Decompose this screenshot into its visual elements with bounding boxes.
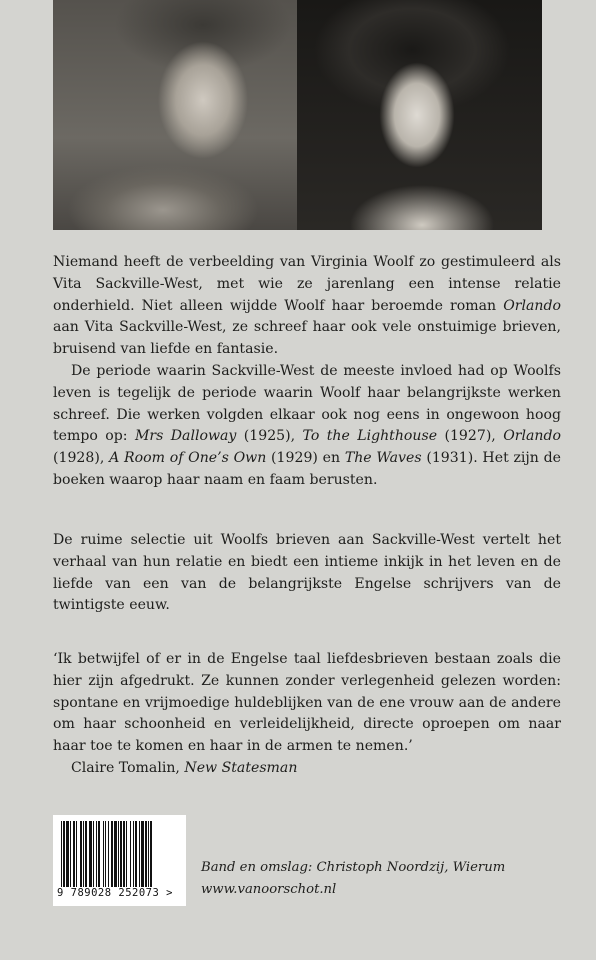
paragraph-2: De periode waarin Sackville-West de meeste invloed had op Woolfs leven is tegelijk de periode waarin Woolf haar belangrijkste werken schreef. Die werken volgden elkaar ook nog eens in ongewoon hoog tempo op: Mrs Dalloway (1925), To the Lighthouse (1927), Orlando (1928), A Room of One’s Own (1929) en The Waves (1931). Het zijn de boeken waarop haar naam en faam berusten. [53, 362, 561, 488]
barcode-bar [63, 821, 65, 887]
barcode-bar [98, 821, 100, 887]
publisher-credits [201, 857, 505, 901]
blurb-section-2 [53, 530, 561, 617]
barcode-bars [61, 821, 178, 887]
barcode-bar [61, 821, 62, 887]
barcode-bar [120, 821, 122, 887]
barcode-bar [135, 821, 137, 887]
barcode-bar [148, 821, 149, 887]
barcode-bar [73, 821, 75, 887]
barcode-bar [118, 821, 119, 887]
barcode-bar [83, 821, 84, 887]
blurb-section-1 [53, 252, 561, 492]
barcode-bar [103, 821, 104, 887]
barcode-bar [70, 821, 71, 887]
barcode-bar [108, 821, 109, 887]
barcode-bar [130, 821, 131, 887]
barcode-bar [139, 821, 140, 887]
quote-section [53, 649, 561, 780]
portrait-left [53, 0, 297, 230]
barcode-bar [80, 821, 82, 887]
barcode-bar [141, 821, 144, 887]
barcode-bar [150, 821, 152, 887]
barcode-bar [89, 821, 92, 887]
barcode-bar [145, 821, 147, 887]
barcode-bar [93, 821, 94, 887]
isbn-number: 9 789028 252073 > [57, 887, 173, 899]
portrait-right [297, 0, 542, 230]
design-credit: Band en omslag: Christoph Noordzij, Wierum [201, 860, 506, 875]
paragraph-1: Niemand heeft de verbeelding van Virginia Woolf zo gestimuleerd als Vita Sackville-West, met wie ze jarenlang een intense relatie onderhield. Niet alleen wijdde Woolf haar beroemde roman Orlando aan Vita Sackville-West, ze schreef haar ook vele onstuimige brieven, bruisend van liefde en fantasie. [53, 254, 561, 358]
barcode-bar [76, 821, 77, 887]
barcode-bar [126, 821, 127, 887]
barcode-bar [85, 821, 87, 887]
barcode-bar [105, 821, 106, 887]
review-quote: ‘Ik betwijfel of er in de Engelse taal liefdesbrieven bestaan zoals die hier zijn afgedrukt. Ze kunnen zonder verlegenheid gelezen worden: spontane en vrijmoedige huldeblijken van de ene vrouw aan de andere om haar schoonheid en verleidelijkheid, directe oproepen om naar haar toe te komen en haar in de armen te nemen.’ [53, 651, 561, 755]
barcode-bar [66, 821, 69, 887]
publisher-website: www.vanoorschot.nl [201, 882, 337, 897]
cover-photos [53, 0, 542, 230]
barcode-bar [111, 821, 113, 887]
isbn-barcode [53, 815, 186, 906]
quote-attribution: Claire Tomalin, New Statesman [71, 759, 298, 776]
barcode-bar [114, 821, 117, 887]
barcode-bar [123, 821, 125, 887]
barcode-bar [96, 821, 97, 887]
barcode-bar [133, 821, 134, 887]
paragraph-3: De ruime selectie uit Woolfs brieven aan Sackville-West vertelt het verhaal van hun relatie en biedt een intieme inkijk in het leven en de liefde van een van de belangrijkste Engelse schrijvers van de twintigste eeuw. [53, 532, 561, 614]
